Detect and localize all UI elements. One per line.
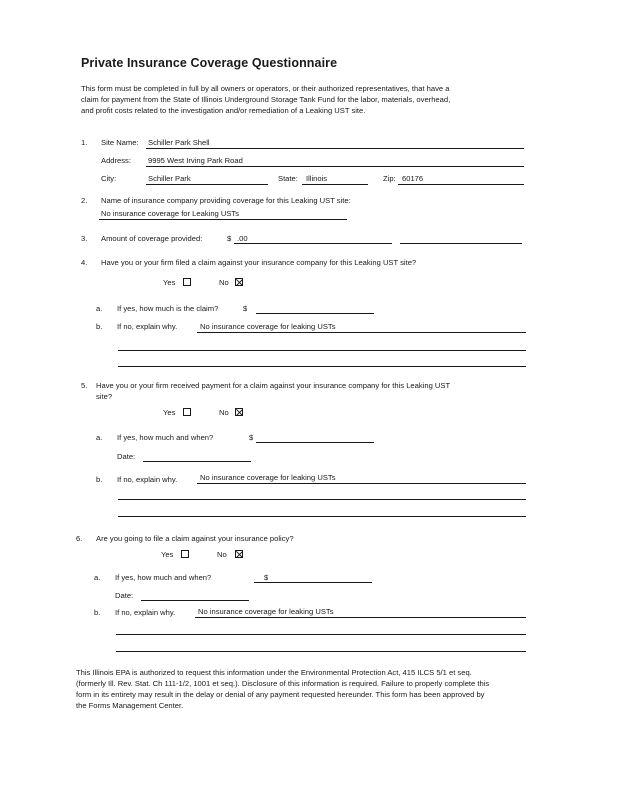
q3-question: Amount of coverage provided: (101, 234, 203, 243)
coverage-extra-line (400, 243, 522, 244)
insurance-company-value[interactable]: No insurance coverage for Leaking USTs (101, 209, 240, 218)
q6-no-label: No (217, 550, 227, 559)
q4-number: 4. (81, 258, 88, 267)
q6a-date-label: Date: (115, 591, 134, 600)
zip-label: Zip: (383, 174, 396, 183)
q4a-letter: a. (96, 304, 103, 313)
q4-no-label: No (219, 278, 229, 287)
city-value[interactable]: Schiller Park (148, 174, 191, 183)
q6b-line-2 (116, 634, 526, 635)
zip-value[interactable]: 60176 (402, 174, 424, 183)
q6b-answer[interactable]: No insurance coverage for leaking USTs (198, 607, 334, 616)
q5-yes-checkbox[interactable] (183, 408, 191, 416)
q4-yes-label: Yes (163, 278, 176, 287)
q5b-answer[interactable]: No insurance coverage for leaking USTs (200, 473, 336, 482)
q5-no-label: No (219, 408, 229, 417)
q6-yes-label: Yes (161, 550, 174, 559)
q5-no-checkbox[interactable] (235, 408, 243, 416)
q6a-date-line[interactable] (141, 600, 249, 601)
coverage-amount-value[interactable]: .00 (237, 234, 248, 243)
q2-number: 2. (81, 196, 88, 205)
q6a-letter: a. (94, 573, 101, 582)
q5a-amount-line[interactable] (256, 442, 374, 443)
q4b-line-1 (197, 332, 526, 333)
q5b-line-1 (197, 483, 526, 484)
q6a-currency: $ (264, 573, 269, 582)
intro-line-1: This form must be completed in full by all owners or operators, or their authorized representatives, that have a (81, 84, 450, 93)
address-label: Address: (101, 156, 131, 165)
q6-yes-checkbox[interactable] (181, 550, 189, 558)
q5b-letter: b. (96, 475, 103, 484)
site-name-line (146, 148, 524, 149)
q5a-date-line[interactable] (143, 461, 251, 462)
q6-no-checkbox[interactable] (235, 550, 243, 558)
q6b-line-1 (195, 617, 526, 618)
q4a-question: If yes, how much is the claim? (117, 304, 219, 313)
q5-yes-label: Yes (163, 408, 176, 417)
q5b-question: If no, explain why. (117, 475, 178, 484)
q4a-currency: $ (243, 304, 248, 313)
q4b-line-3 (118, 366, 526, 367)
insurance-company-line (99, 219, 347, 220)
address-value[interactable]: 9995 West Irving Park Road (148, 156, 243, 165)
q2-question: Name of insurance company providing coverage for this Leaking UST site: (101, 196, 351, 205)
q1-number: 1. (81, 138, 88, 147)
coverage-amount-line (234, 243, 392, 244)
q6b-question: If no, explain why. (115, 608, 176, 617)
q5-number: 5. (81, 381, 88, 390)
q5a-currency: $ (249, 433, 254, 442)
q4-question: Have you or your firm filed a claim against your insurance company for this Leaking UST site? (101, 258, 417, 267)
city-line (146, 184, 268, 185)
q5a-question: If yes, how much and when? (117, 433, 214, 442)
site-name-label: Site Name: (101, 138, 139, 147)
q5a-date-label: Date: (117, 452, 136, 461)
q5b-line-2 (118, 499, 526, 500)
q4b-line-2 (118, 350, 526, 351)
footer-line-4: the Forms Management Center. (76, 701, 184, 710)
q6-number: 6. (76, 534, 83, 543)
state-line (302, 184, 368, 185)
intro-line-3: and profit costs related to the investigation and/or remediation of a Leaking UST site. (81, 106, 366, 115)
q5-question-line-2: site? (96, 392, 113, 401)
q4-yes-checkbox[interactable] (183, 278, 191, 286)
footer-line-1: This Illinois EPA is authorized to request this information under the Environmental Protection Act, 415 ILCS 5/1 et seq. (76, 668, 472, 677)
state-label: State: (278, 174, 298, 183)
state-value[interactable]: Illinois (306, 174, 328, 183)
site-name-value[interactable]: Schiller Park Shell (148, 138, 210, 147)
address-line (146, 166, 524, 167)
q5b-line-3 (118, 516, 526, 517)
intro-line-2: claim for payment from the State of Illinois Underground Storage Tank Fund for the labor, materials, overhead, (81, 95, 451, 104)
city-label: City: (101, 174, 117, 183)
q4b-letter: b. (96, 322, 103, 331)
q5-question-line-1: Have you or your firm received payment for a claim against your insurance company for this Leaking UST (96, 381, 451, 390)
footer-line-2: (formerly Ill. Rev. Stat. Ch 111-1/2, 1001 et seq.). Disclosure of this information is required. Failure to properly complete this (76, 679, 490, 688)
q3-number: 3. (81, 234, 88, 243)
q4b-answer[interactable]: No insurance coverage for leaking USTs (200, 322, 336, 331)
q5a-letter: a. (96, 433, 103, 442)
q6a-amount-line[interactable] (254, 582, 372, 583)
q6a-question: If yes, how much and when? (115, 573, 212, 582)
coverage-currency: $ (227, 234, 232, 243)
q4a-amount-line[interactable] (256, 313, 374, 314)
q4b-question: If no, explain why. (117, 322, 178, 331)
q6b-line-3 (116, 651, 526, 652)
q6b-letter: b. (94, 608, 101, 617)
q4-no-checkbox[interactable] (235, 278, 243, 286)
page-title: Private Insurance Coverage Questionnaire (81, 56, 338, 70)
q6-question: Are you going to file a claim against your insurance policy? (96, 534, 294, 543)
footer-line-3: form in its entirety may result in the delay or denial of any payment requested hereunder. This form has been approved by (76, 690, 485, 699)
zip-line (398, 184, 524, 185)
